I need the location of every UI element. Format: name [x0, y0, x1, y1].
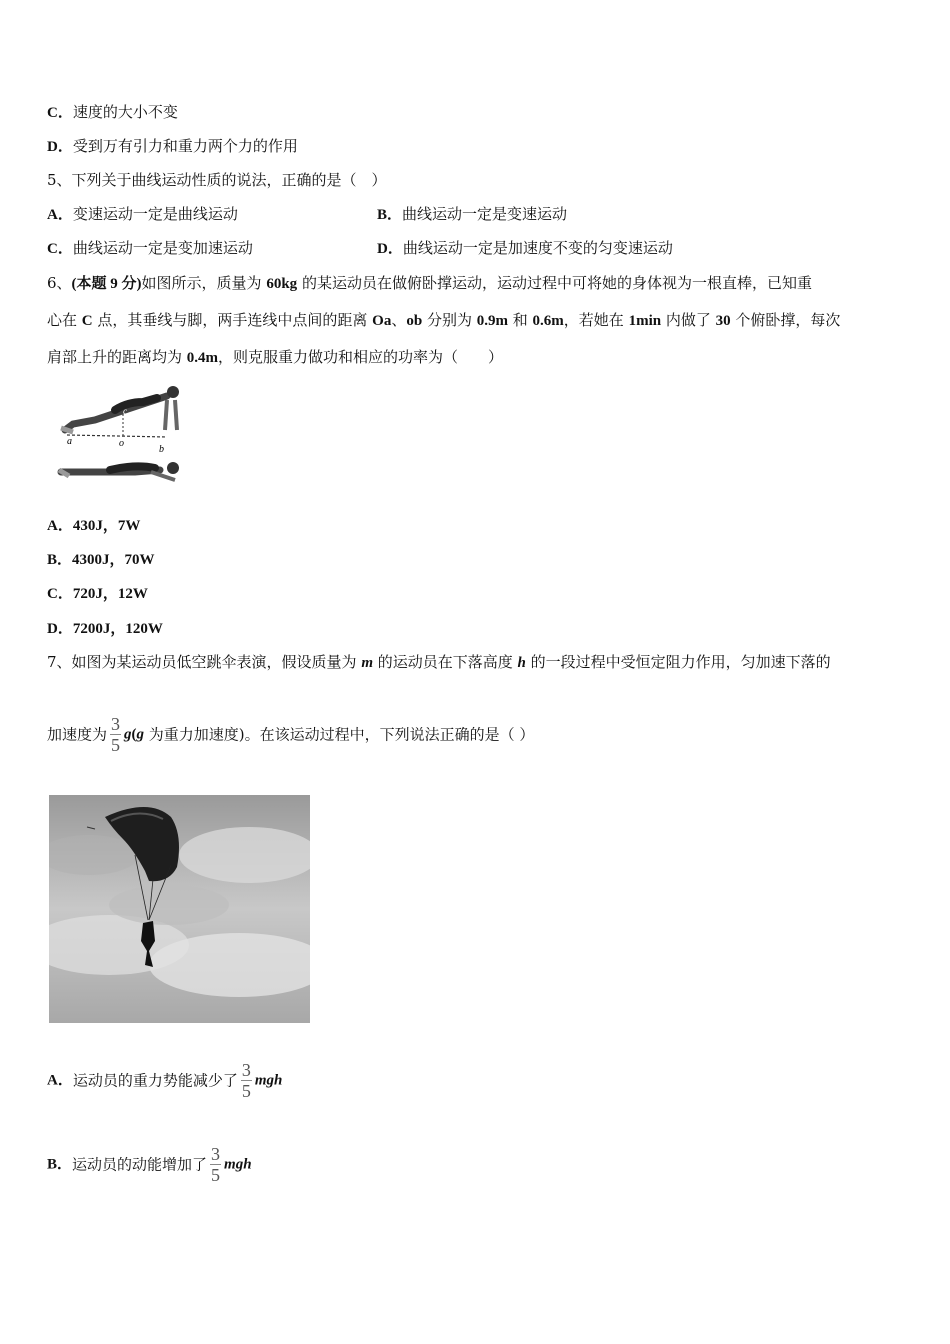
q4-option-c: C．速度的大小不变 — [47, 103, 178, 121]
q6-option-c: C．720J，12W — [47, 586, 148, 602]
q7-option-b: B．运动员的动能增加了 $\frac{3}{5}$ mgh — [47, 1144, 252, 1185]
q6-stem-line1: 6、(本题 9 分)如图所示，质量为 60kg 的某运动员在做俯卧撑运动，运动过程中可将她的身体视为一根直棒，已知重 — [47, 274, 812, 292]
fraction-three-fifths-b: $\frac{3}{5}$ — [211, 1144, 221, 1185]
label-a: a — [67, 436, 72, 447]
q7-stem-line1: 7、如图为某运动员低空跳伞表演，假设质量为 m 的运动员在下落高度 h 的一段过程中受恒定阻力作用，匀加速下落的 — [47, 653, 831, 671]
q6-stem-line2: 心在 C 点，其垂线与脚，两手连线中点间的距离 Oa、ob 分别为 0.9m 和 0.6m，若她在 1min 内做了 30 个俯卧撑，每次 — [47, 311, 841, 329]
label-b: b — [159, 444, 164, 455]
q6-stem-line3: 肩部上升的距离均为 0.4m，则克服重力做功和相应的功率为（ ） — [47, 348, 504, 366]
q7-stem-line2: 加速度为 $\frac{3}{5}$ g(g 为重力加速度)。在该运动过程中，下列说法正确的是（ ） — [47, 714, 535, 755]
q7-option-a: A．运动员的重力势能减少了 $\frac{3}{5}$ mgh — [47, 1060, 283, 1101]
q5-option-b: B．曲线运动一定是变速运动 — [377, 205, 568, 223]
pushup-figure — [55, 380, 195, 502]
fraction-three-fifths: $\frac{3}{5}$ — [111, 714, 121, 755]
label-c: c — [123, 406, 127, 416]
q5-option-d: D．曲线运动一定是加速度不变的匀变速运动 — [377, 239, 673, 257]
q4-option-d: D．受到万有引力和重力两个力的作用 — [47, 137, 298, 155]
pushup-down-pose — [59, 462, 179, 480]
label-o: o — [119, 438, 124, 449]
q5-option-c: C．曲线运动一定是变加速运动 — [47, 239, 253, 257]
fraction-three-fifths-a: $\frac{3}{5}$ — [241, 1060, 251, 1101]
q6-option-b: B．4300J，70W — [47, 552, 155, 568]
q5-stem: 5、下列关于曲线运动性质的说法，正确的是（ ） — [47, 171, 387, 189]
q6-option-a: A．430J，7W — [47, 518, 141, 534]
parachute-photo — [49, 795, 310, 1023]
pushup-up-pose — [61, 386, 179, 432]
q6-option-d: D．7200J，120W — [47, 621, 163, 637]
q5-option-a: A．变速运动一定是曲线运动 — [47, 205, 238, 223]
